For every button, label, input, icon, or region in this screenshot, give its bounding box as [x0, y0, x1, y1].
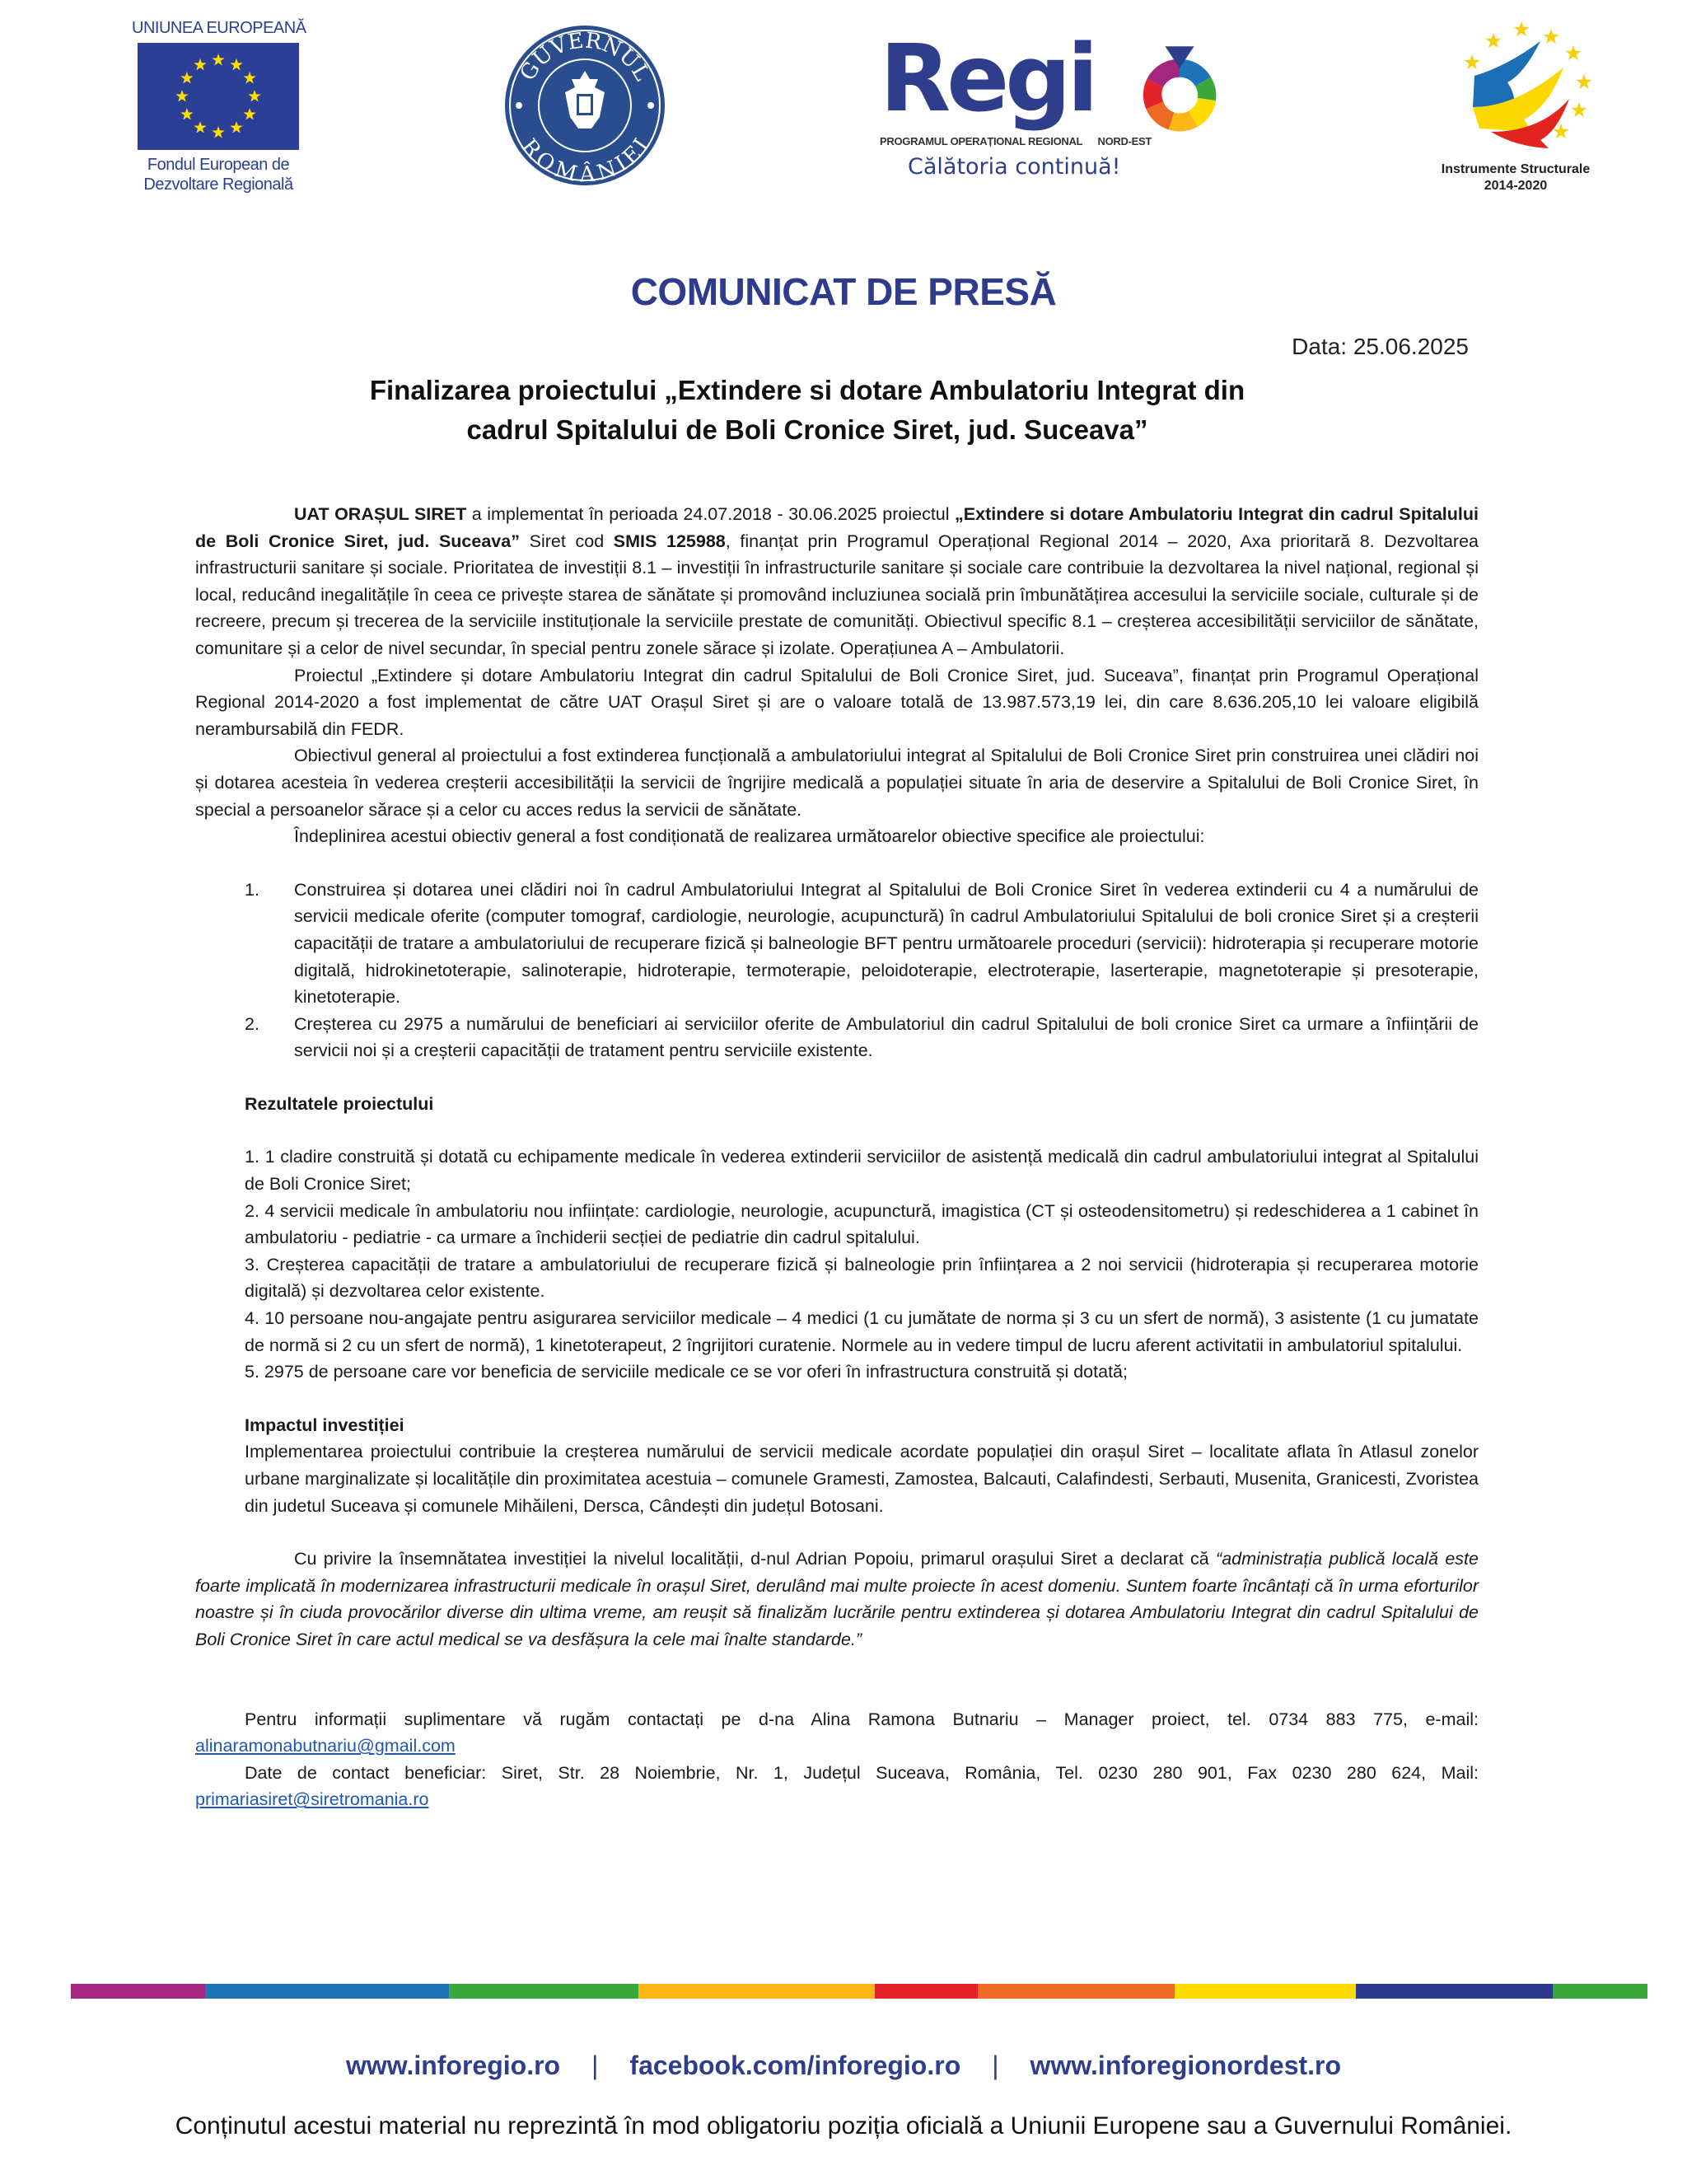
- stripe-segment: [1175, 1984, 1356, 1999]
- release-subtitle: [313, 371, 1301, 450]
- eu-star-icon: [248, 90, 260, 102]
- stripe-segment: [1553, 1984, 1647, 1999]
- structural-instruments-logo: [1417, 16, 1615, 206]
- contact-manager-text: Pentru informații suplimentare vă rugăm contactați pe d-na Alina Ramona Butnariu – Manager proiect, tel. 0734 883 775, e-mail:: [245, 1709, 1479, 1729]
- eu-logo: [132, 18, 305, 194]
- eu-fund-line2: Dezvoltare Regională: [143, 175, 293, 194]
- contact-beneficiary: [195, 1760, 1479, 1813]
- result-item: 2. 4 servicii medicale în ambulatoriu nou inființate: cardiologie, neurologie, acupunctură, imagistica (CT și osteodensitometru) și redeschiderea a 1 cabinet în ambulatoriu - pediatrie - ca urmare a închiderii secției de pediatrie din cadrul spitalului.: [245, 1200, 1479, 1248]
- subtitle-line-2: cadrul Spitalului de Boli Cronice Siret, jud. Suceava”: [466, 414, 1148, 445]
- result-item: 5. 2975 de persoane care vor beneficia de serviciile medicale ce se vor oferi în infrastructura construită și dotată;: [245, 1362, 1128, 1382]
- eu-fund-line1: Fondul European de: [147, 156, 290, 174]
- inforegionordest-link[interactable]: www.inforegionordest.ro: [1030, 2051, 1342, 2080]
- contact-manager: [195, 1706, 1479, 1760]
- intro-text-2: Siret cod: [519, 531, 614, 551]
- stripe-segment: [638, 1984, 875, 1999]
- eu-star-icon: [244, 108, 256, 120]
- eu-star-icon: [230, 121, 242, 133]
- stripe-segment: [205, 1984, 450, 1999]
- eu-star-icon: [175, 90, 188, 102]
- intro-text-3: , finanțat prin Programul Operațional Regional 2014 – 2020, Axa prioritară 8. Dezvoltarea infrastructurii sanitare și sociale. Prioritatea de investiții 8.1 – investiții în infrastructurile sanitare și sociale care contribuie la dezvoltarea la nivel național, regional și local, reducând inegalitățile în ceea ce privește starea de sănătate și promovând incluziunea socială prin îmbunătățirea accesului la serviciile sociale, culturale și de recreere, precum și trecerea de la serviciile instituționale la serviciile prestate de comunități. Obiectivul specific 8.1 – creșterea accesibilității serviciilor de sănătate, comunitare și a celor de nivel secundar, în special pentru zonele sărace și izolate. Operațiunea A – Ambulatorii.: [195, 531, 1479, 658]
- inforegio-link[interactable]: www.inforegio.ro: [345, 2051, 561, 2080]
- is-star-icon: [1566, 45, 1582, 60]
- regio-slogan: Călătoria continuă!: [908, 154, 1121, 180]
- government-seal-icon: [502, 23, 667, 188]
- beneficiary-email-link[interactable]: primariasiret@siretromania.ro: [195, 1789, 429, 1810]
- objective-text: Creșterea cu 2975 a numărului de beneficiari ai serviciilor oferite de Ambulatoriul din cadrul Spitalului de boli cronice Siret ca urmare a înființării de servicii noi și a creșterii capacității de tratament pentru serviciile existente.: [294, 1013, 1479, 1061]
- gov-seal-bottom-text: ROMÂNIEI: [516, 134, 655, 188]
- gov-seal-top-text: GUVERNUL: [515, 28, 655, 86]
- eu-star-icon: [212, 54, 224, 66]
- eu-star-icon: [244, 72, 256, 84]
- objective-item: [245, 877, 1479, 1011]
- eu-star-icon: [180, 108, 193, 120]
- stripe-segment: [1356, 1984, 1553, 1999]
- footer-links: [0, 2049, 1687, 2082]
- stripe-segment: [71, 1984, 205, 1999]
- eu-caption: UNIUNEA EUROPEANĂ: [132, 19, 306, 37]
- objectives-list: [195, 877, 1479, 1064]
- stripe-segment: [449, 1984, 638, 1999]
- eu-stars-icon: [138, 43, 299, 150]
- eu-star-icon: [194, 121, 206, 133]
- smis-code: SMIS 125988: [613, 531, 726, 551]
- eu-star-icon: [230, 58, 242, 71]
- impact-heading: Impactul investiției: [245, 1415, 404, 1435]
- is-star-icon: [1572, 102, 1587, 117]
- objective-number: 1.: [245, 879, 259, 900]
- paragraph-specific-objectives-intro: Îndeplinirea acestui obiectiv general a fost condiționată de realizarea următoarelor obiective specifice ale proiectului:: [294, 826, 1205, 847]
- beneficiary-name: UAT ORAȘUL SIRET: [294, 504, 467, 524]
- intro-text-1: a implementat în perioada 24.07.2018 - 30.06.2025 proiectul: [466, 504, 956, 524]
- structural-instruments-emblem-icon: [1417, 16, 1615, 157]
- is-star-icon: [1486, 33, 1502, 48]
- eu-flag-icon: [138, 43, 299, 150]
- stripe-segment: [978, 1984, 1175, 1999]
- document-body: [195, 501, 1479, 1813]
- separator: |: [591, 2051, 599, 2080]
- paragraph-funding: Proiectul „Extindere și dotare Ambulatoriu Integrat din cadrul Spitalului de Boli Cronice Siret, jud. Suceava”, finanțat prin Programul Operațional Regional 2014-2020 a fost implementat de către UAT Orașul Siret și are o valoare totală de 13.987.573,19 lei, din care 8.636.205,10 lei valoare eligibilă nerambursabilă din FEDR.: [195, 665, 1479, 739]
- subtitle-line-1: Finalizarea proiectului „Extindere si dotare Ambulatoriu Integrat din: [369, 375, 1245, 405]
- is-star-icon: [1465, 54, 1480, 69]
- eu-star-icon: [180, 72, 193, 84]
- color-stripe: [71, 1984, 1647, 1999]
- structural-instruments-line2: 2014-2020: [1484, 179, 1548, 193]
- is-star-icon: [1544, 29, 1559, 44]
- results-heading: Rezultatele proiectului: [245, 1093, 434, 1114]
- paragraph-intro: [195, 501, 1479, 662]
- paragraph-general-objective: Obiectivul general al proiectului a fost extinderea funcțională a ambulatoriului integrat al Spitalului de Boli Cronice Siret prin construirea unei clădiri noi și dotarea acesteia în vederea creșterii accesibilității la servicii de îngrijire medicală a populației situate în aria de deservire a Spitalului de Boli Cronice Siret, în special a persoanelor sărace și a celor cu acces redus la servicii de sănătate.: [195, 746, 1479, 820]
- mayor-quote: “administrația publică locală este foarte implicată în modernizarea infrastructurii medicale în orașul Siret, derulând mai multe proiecte în acest domeniu. Suntem foarte încântați că în urma eforturilor noastre și în ciuda provocărilor diverse din ultima vreme, am reușit să finalizăm lucrările pentru extinderea și dotarea Ambulatoriu Integrat din cadrul Spitalului de Boli Cronice Siret în care actul medical se va desfășura la cele mai înalte standarde.”: [195, 1549, 1479, 1649]
- project-name: „Extindere si dotare Ambulatoriu Integrat din cadrul Spitalului de Boli Cronice Siret, jud. Suceava”: [195, 504, 1479, 551]
- objective-number: 2.: [245, 1013, 259, 1034]
- objective-item: [245, 1011, 1479, 1064]
- regio-region: NORD-EST: [1097, 135, 1152, 147]
- result-item: 4. 10 persoane nou-angajate pentru asigurarea serviciilor medicale – 4 medici (1 cu jumătate de norma și 3 cu un sfert de normă), 3 asistente (1 cu jumatate de normă si 2 cu un sfert de normă), 1 kinetoterapeut, 2 îngrijitori curatenie. Normele au in vedere timpul de lucru aferent activitatii in ambulatoriul spitalului.: [245, 1308, 1479, 1355]
- mayor-quote-paragraph: [195, 1546, 1479, 1653]
- regio-program: PROGRAMUL OPERAȚIONAL REGIONAL: [880, 135, 1083, 147]
- eu-star-icon: [194, 58, 206, 71]
- stripe-segment: [875, 1984, 977, 1999]
- impact-text: Implementarea proiectului contribuie la creșterea numărului de servicii medicale acordate populației din orașul Siret – localitate aflata în Atlasul zonelor urbane marginalizate și localitățile din proximitatea acestuia – comunele Gramesti, Zamostea, Balcauti, Calafindesti, Serbauti, Musenita, Granicesti, Zvoristea din judetul Suceava și comunele Mihăileni, Dersca, Cândești din județul Botosani.: [245, 1442, 1479, 1516]
- is-star-icon: [1577, 74, 1592, 89]
- eu-star-icon: [212, 126, 224, 138]
- result-item: 3. Creșterea capacității de tratare a ambulatoriului de recuperare fizică și balneologie prin înființarea a 2 noi servicii (hidroterapia și recuperarea motorie digitală) și dezvoltarea celor existente.: [245, 1254, 1479, 1302]
- objective-text: Construirea și dotarea unei clădiri noi în cadrul Ambulatoriului Integrat al Spitalului de Boli Cronice Siret în vederea extinderii cu 4 a numărului de servicii medicale oferite (computer tomograf, cardiologie, neurologie, acupunctură) în cadrul Ambulatoriului Spitalului de boli cronice Siret și a creșterii capacității de tratare a ambulatoriului de recuperare fizică și balneologie BFT pentru următoarele proceduri (servicii): hidroterapia și recuperare motorie digitală, hidrokinetoterapie, salinoterapie, hidroterapie, termoterapie, peloidoterapie, electroterapie, laserterapie, magnetoterapie și presoterapie, kinetoterapie.: [294, 879, 1479, 1008]
- regio-logo: [873, 26, 1236, 194]
- manager-email-link[interactable]: alinaramonabutnariu@gmail.com: [195, 1736, 456, 1756]
- contact-beneficiary-text: Date de contact beneficiar: Siret, Str. 28 Noiembrie, Nr. 1, Județul Suceava, România, Tel. 0230 280 901, Fax 0230 280 624, Mail:: [245, 1762, 1479, 1783]
- separator: |: [992, 2051, 999, 2080]
- structural-instruments-line1: Instrumente Structurale: [1441, 162, 1591, 176]
- disclaimer: Conținutul acestui material nu reprezintă în mod obligatoriu poziția oficială a Uniunii Europene sau a Guvernului României.: [175, 2112, 1512, 2140]
- page-title: COMUNICAT DE PRESĂ: [630, 270, 1057, 313]
- is-star-icon: [1514, 21, 1530, 36]
- regio-wordmark: Regi: [880, 26, 1095, 133]
- regio-labels-row: [880, 135, 1152, 148]
- facebook-link[interactable]: facebook.com/inforegio.ro: [629, 2051, 961, 2080]
- regio-color-wheel-icon: [1138, 44, 1221, 135]
- quote-intro: Cu privire la însemnătatea investiției la nivelul localității, d-nul Adrian Popoiu, primarul orașului Siret a declarat că: [294, 1549, 1217, 1569]
- structural-instruments-caption: [1417, 161, 1615, 194]
- result-item: 1. 1 cladire construită și dotată cu echipamente medicale în vederea extinderii serviciilor de asistență medicală din cadrul ambulatoriului integrat al Spitalului de Boli Cronice Siret;: [245, 1147, 1479, 1195]
- release-date: Data: 25.06.2025: [1292, 334, 1469, 359]
